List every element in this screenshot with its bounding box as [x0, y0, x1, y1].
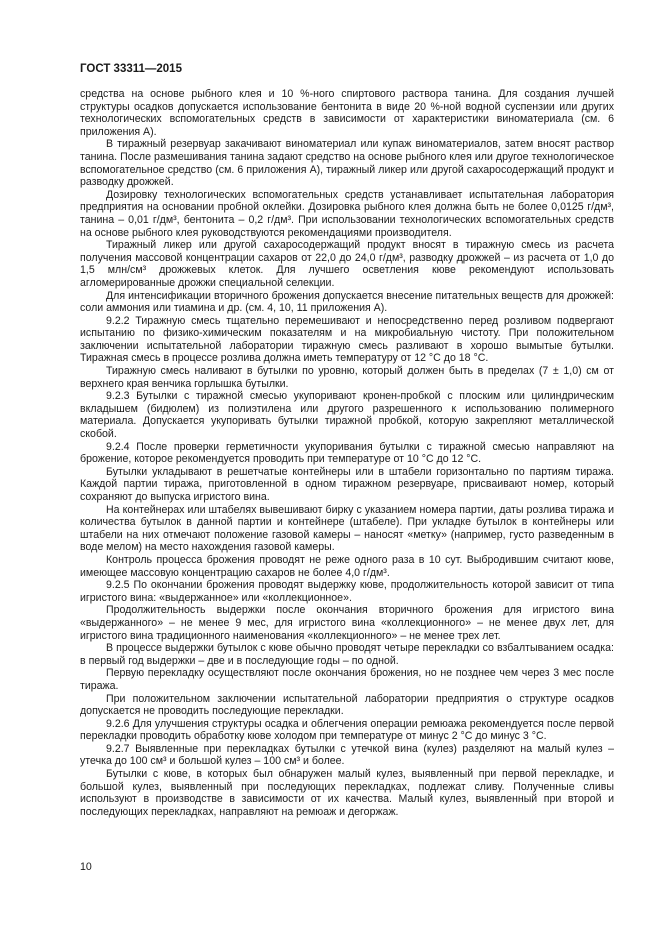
paragraph: Бутылки укладывают в решетчатые контейнеры или в штабели горизонтально по партиям тиража. Каждой партии тиража, приготовленной в одном тиражном резервуаре, присваивают номер, который сохраняют до выпуска игристого вина. [80, 465, 614, 503]
paragraph: Дозировку технологических вспомогательных средств устанавливает испытательная лаборатория предприятия на основании пробной оклейки. Дозировка рыбного клея должна быть не более 0,0125 г/дм³, танина – 0,01 г/дм³, бентонита – 0,2 г/дм³. При использовании технологических вспомогательных средств на основе рыбного клея руководствуются рекомендациями производителя. [80, 188, 614, 239]
paragraph: 9.2.4 После проверки герметичности укупоривания бутылки с тиражной смесью направляют на брожение, которое рекомендуется проводить при температуре от 10 °C до 12 °C. [80, 440, 614, 466]
paragraph: Первую перекладку осуществляют после окончания брожения, но не позднее чем через 3 мес после тиража. [80, 667, 614, 692]
paragraph: Бутылки с кюве, в которых был обнаружен малый кулез, выявленный при первой перекладке, и большой кулез, выявленный при последующих перекладках, подлежат сливу. Полученные сливы используют в производстве в зависимости от их качества. Малый кулез, выявленный при второй и последующих перекладках, направляют на ремюаж и дегоржаж. [80, 768, 614, 818]
paragraph: 9.2.6 Для улучшения структуры осадка и облегчения операции ремюажа рекомендуется после первой перекладки проводить обработку кюве холодом при температуре от минус 2 °C до минус 3 °C. [80, 717, 614, 743]
paragraph: 9.2.2 Тиражную смесь тщательно перемешивают и непосредственно перед розливом подвергают испытанию по физико-химическим показателям и на микробиальную чистоту. При положительном заключении испытательной лаборатории тиражную смесь разливают в хорошо вымытые бутылки. Тиражная смесь в процессе розлива должна иметь температуру от 12 °C до 18 °C. [80, 314, 614, 365]
document-body [80, 88, 614, 818]
paragraph: Продолжительность выдержки после окончания вторичного брожения для игристого вина «выдержанного» – не менее 9 мес, для игристого вина «коллекционного» – не менее двух лет, для игристого вина традиционного наименования «коллекционного» – не менее трех лет. [80, 604, 614, 642]
page-number: 10 [80, 861, 92, 873]
paragraph: В тиражный резервуар закачивают виноматериал или купаж виноматериалов, затем вносят раствор танина. После размешивания танина задают средство на основе рыбного клея или другое технологическое вспомогательное средство (см. 6 приложения А), тиражный ликер или другой сахаросодержащий продукт и разводку дрожжей. [80, 138, 614, 189]
paragraph: На контейнерах или штабелях вывешивают бирку с указанием номера партии, даты розлива тиража и количества бутылок в данной партии и контейнере (штабеле). При укладке бутылок в контейнеры или штабели на них отмечают положение газовой камеры – наносят «метку» (например, густо разведенным в воде мелом) на место нахождения газовой камеры. [80, 503, 614, 554]
paragraph: 9.2.5 По окончании брожения проводят выдержку кюве, продолжительность которой зависит от типа игристого вина: «выдержанное» или «коллекционное». [80, 579, 614, 604]
paragraph: 9.2.7 Выявленные при перекладках бутылки с утечкой вина (кулез) разделяют на малый кулез – утечка до 100 см³ и большой кулез – 100 см³ и более. [80, 742, 614, 768]
paragraph: При положительном заключении испытательной лаборатории предприятия о структуре осадков допускается не проводить последующие перекладки. [80, 692, 614, 718]
paragraph: Контроль процесса брожения проводят не реже одного раза в 10 сут. Выбродившим считают кюве, имеющее массовую концентрацию сахаров не более 4,0 г/дм³. [80, 553, 614, 579]
paragraph: 9.2.3 Бутылки с тиражной смесью укупоривают кронен-пробкой с плоским или цилиндрическим вкладышем (бидюлем) из полиэтилена или другого разрешенного к использованию полимерного материала. Допускается укупоривать бутылки тиражной пробкой, которую закрепляют металлической скобой. [80, 390, 614, 441]
paragraph: Тиражный ликер или другой сахаросодержащий продукт вносят в тиражную смесь из расчета получения массовой концентрации сахаров от 22,0 до 24,0 г/дм³, разводку дрожжей – из расчета от 1,0 до 1,5 млн/см³ дрожжевых клеток. Для лучшего осветления кюве рекомендуют использовать агломерированные дрожжи специальной селекции. [80, 239, 614, 289]
paragraph: средства на основе рыбного клея и 10 %-ного спиртового раствора танина. Для создания лучшей структуры осадков допускается использование бентонита в виде 20 %-ной водной суспензии или других технологических вспомогательных средств в зависимости от характеристики виноматериала (см. 6 приложения А). [80, 88, 614, 138]
document-header: ГОСТ 33311—2015 [80, 63, 182, 75]
paragraph: В процессе выдержки бутылок с кюве обычно проводят четыре перекладки со взбалтыванием осадка: в первый год выдержки – две и в последующие годы – по одной. [80, 642, 614, 667]
paragraph: Тиражную смесь наливают в бутылки по уровню, который должен быть в пределах (7 ± 1,0) см от верхнего края венчика горлышка бутылки. [80, 365, 614, 390]
paragraph: Для интенсификации вторичного брожения допускается внесение питательных веществ для дрожжей: соли аммония или тиамина и др. (см. 4, 10, 11 приложения А). [80, 289, 614, 315]
